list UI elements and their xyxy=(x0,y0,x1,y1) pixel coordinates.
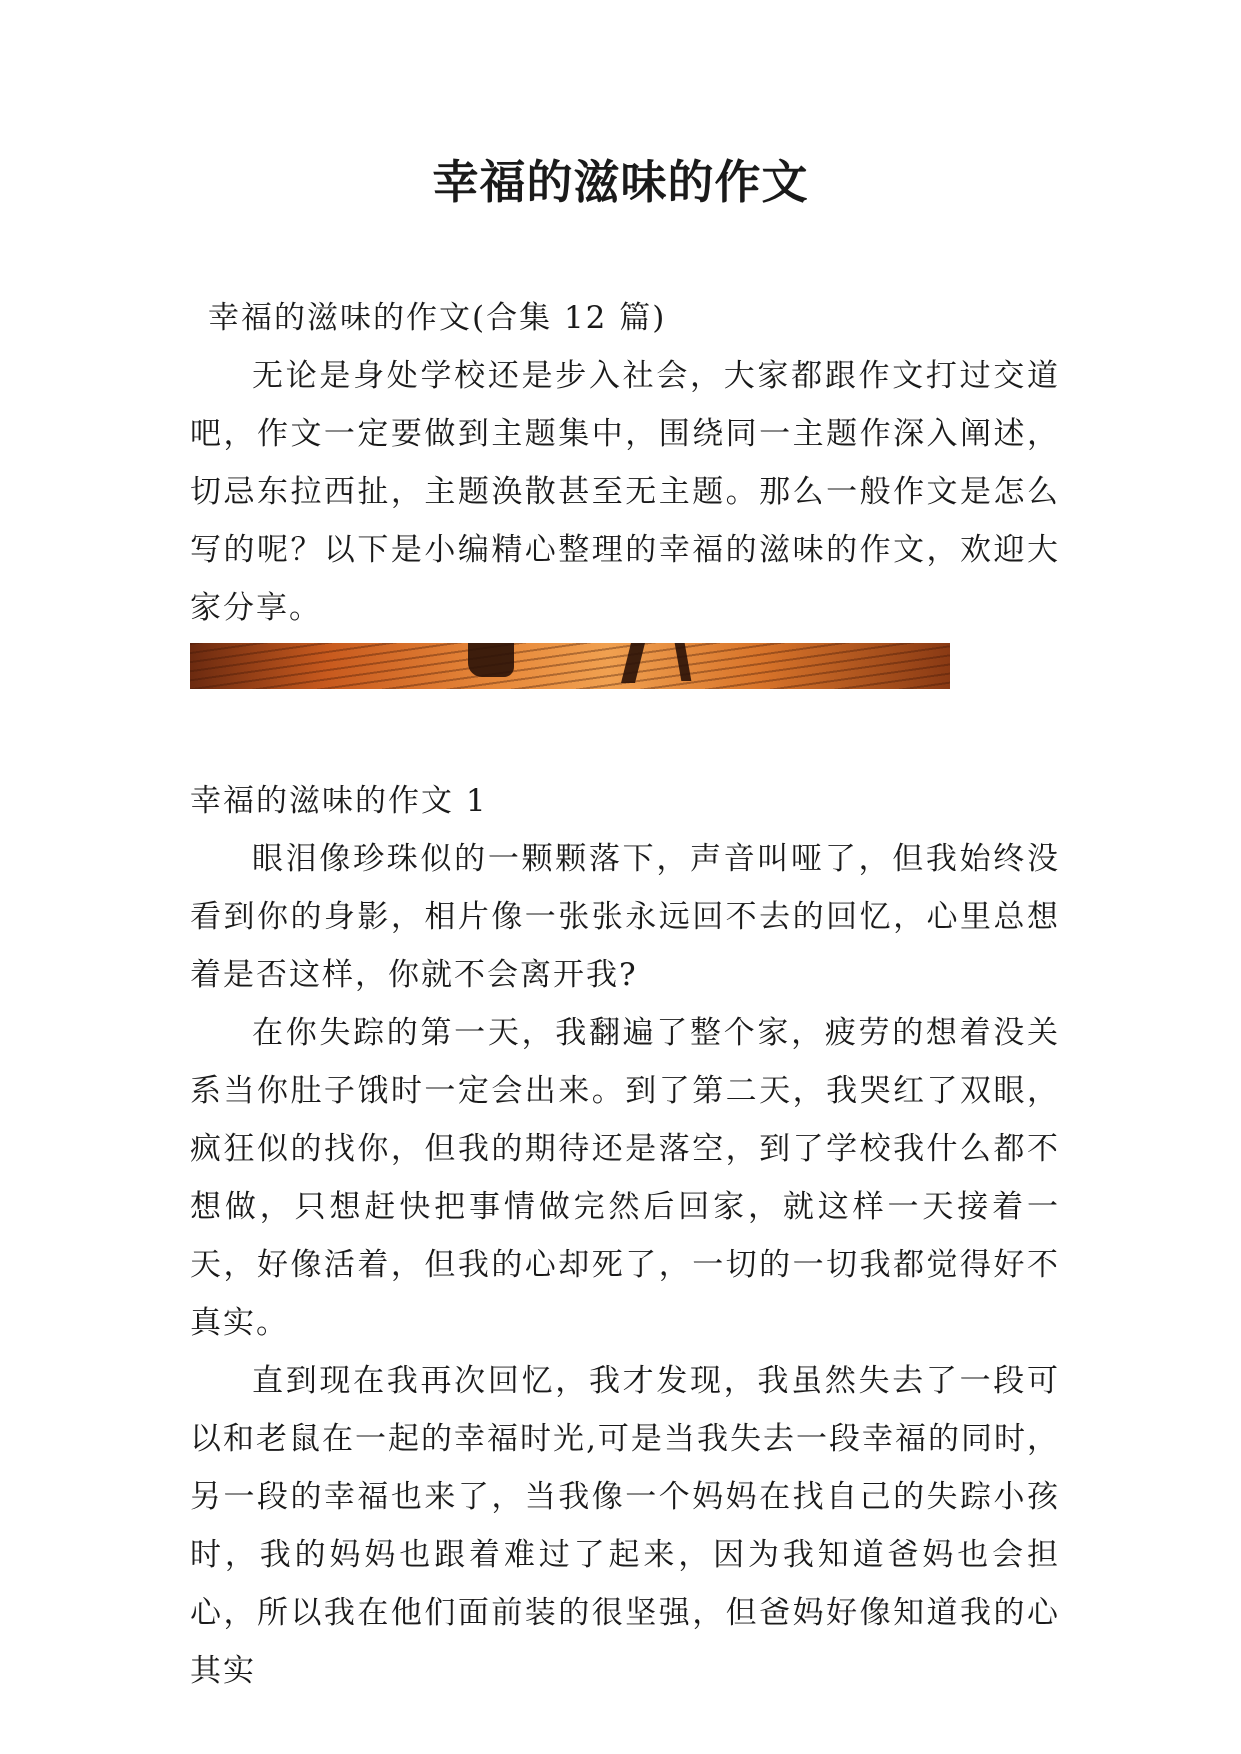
intro-paragraph: 无论是身处学校还是步入社会，大家都跟作文打过交道吧，作文一定要做到主题集中，围绕同一主题作深入阐述，切忌东拉西扯，主题涣散甚至无主题。那么一般作文是怎么写的呢？以下是小编精心整理的幸福的滋味的作文，欢迎大家分享。 xyxy=(190,358,1060,626)
silhouette-figure-left xyxy=(468,643,514,677)
section-heading: 幸福的滋味的作文 1 xyxy=(190,783,488,819)
body-paragraph: 眼泪像珍珠似的一颗颗落下，声音叫哑了，但我始终没看到你的身影，相片像一张张永远回不去的回忆，心里总想着是否这样，你就不会离开我? xyxy=(190,841,1060,993)
silhouette-figure-right xyxy=(621,643,645,683)
body-paragraph: 在你失踪的第一天，我翻遍了整个家，疲劳的想着没关系当你肚子饿时一定会出来。到了第二天，我哭红了双眼，疯狂似的找你，但我的期待还是落空，到了学校我什么都不想做，只想赶快把事情做完然后回家，就这样一天接着一天，好像活着，但我的心却死了，一切的一切我都觉得好不真实。 xyxy=(190,1015,1060,1341)
document-subtitle: 幸福的滋味的作文(合集 12 篇) xyxy=(208,300,667,336)
body-paragraph: 直到现在我再次回忆，我才发现，我虽然失去了一段可以和老鼠在一起的幸福时光,可是当我失去一段幸福的同时，另一段的幸福也来了，当我像一个妈妈在找自己的失踪小孩时，我的妈妈也跟着难过了起来，因为我知道爸妈也会担心，所以我在他们面前装的很坚强，但爸妈好像知道我的心其实 xyxy=(190,1363,1060,1689)
document-body xyxy=(190,289,1060,1700)
document-title: 幸福的滋味的作文 xyxy=(432,155,809,209)
silhouette-figure-right-leg xyxy=(675,643,692,681)
banner-image xyxy=(190,643,950,689)
